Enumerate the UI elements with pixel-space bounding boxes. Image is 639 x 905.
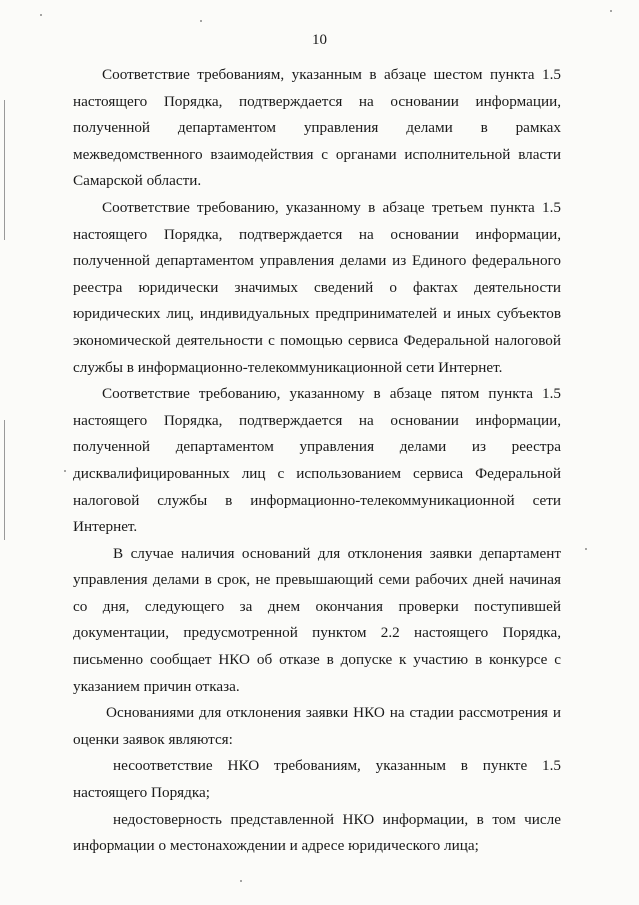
scan-speck bbox=[240, 880, 242, 882]
scan-edge bbox=[4, 100, 5, 240]
paragraph: Основаниями для отклонения заявки НКО на стадии рассмотрения и оценки заявок являются: bbox=[73, 704, 561, 748]
paragraph: Соответствие требованию, указанному в абзаце пятом пункта 1.5 настоящего Порядка, подтверждается на основании информации, полученной департаментом управления делами из реестра дисквалифицированных лиц с использованием сервиса Федеральной налоговой службы в информационно-телекоммуникационной сети Интернет. bbox=[73, 385, 561, 536]
list-item: недостоверность представленной НКО информации, в том числе информации о местонахождении и адресе юридического лица; bbox=[73, 810, 561, 855]
paragraph: Соответствие требованию, указанному в абзаце третьем пункта 1.5 настоящего Порядка, подтверждается на основании информации, полученной департаментом управления делами из Единого федерального реестра юридически значимых сведений о фактах деятельности юридических лиц, индивидуальных предпринимателей и иных субъектов экономической деятельности с помощью сервиса Федеральной налоговой службы в информационно-телекоммуникационной сети Интернет. bbox=[73, 198, 561, 376]
scan-edge bbox=[4, 420, 5, 540]
page-number: 10 bbox=[312, 32, 327, 48]
document-body bbox=[73, 62, 561, 860]
list-item: несоответствие НКО требованиям, указанным в пункте 1.5 настоящего Порядка; bbox=[73, 757, 561, 802]
scan-speck bbox=[585, 548, 587, 550]
paragraph: В случае наличия оснований для отклонения заявки департамент управления делами в срок, не превышающий семи рабочих дней начиная со дня, следующего за днем окончания проверки поступившей документации, предусмотренной пунктом 2.2 настоящего Порядка, письменно сообщает НКО об отказе в допуске к участию в конкурсе с указанием причин отказа. bbox=[73, 544, 561, 695]
scan-speck bbox=[40, 14, 42, 16]
scan-speck bbox=[64, 470, 66, 472]
scan-speck bbox=[200, 20, 202, 22]
paragraph: Соответствие требованиям, указанным в абзаце шестом пункта 1.5 настоящего Порядка, подтверждается на основании информации, полученной департаментом управления делами в рамках межведомственного взаимодействия с органами исполнительной власти Самарской области. bbox=[73, 66, 561, 190]
scan-speck bbox=[610, 10, 612, 12]
